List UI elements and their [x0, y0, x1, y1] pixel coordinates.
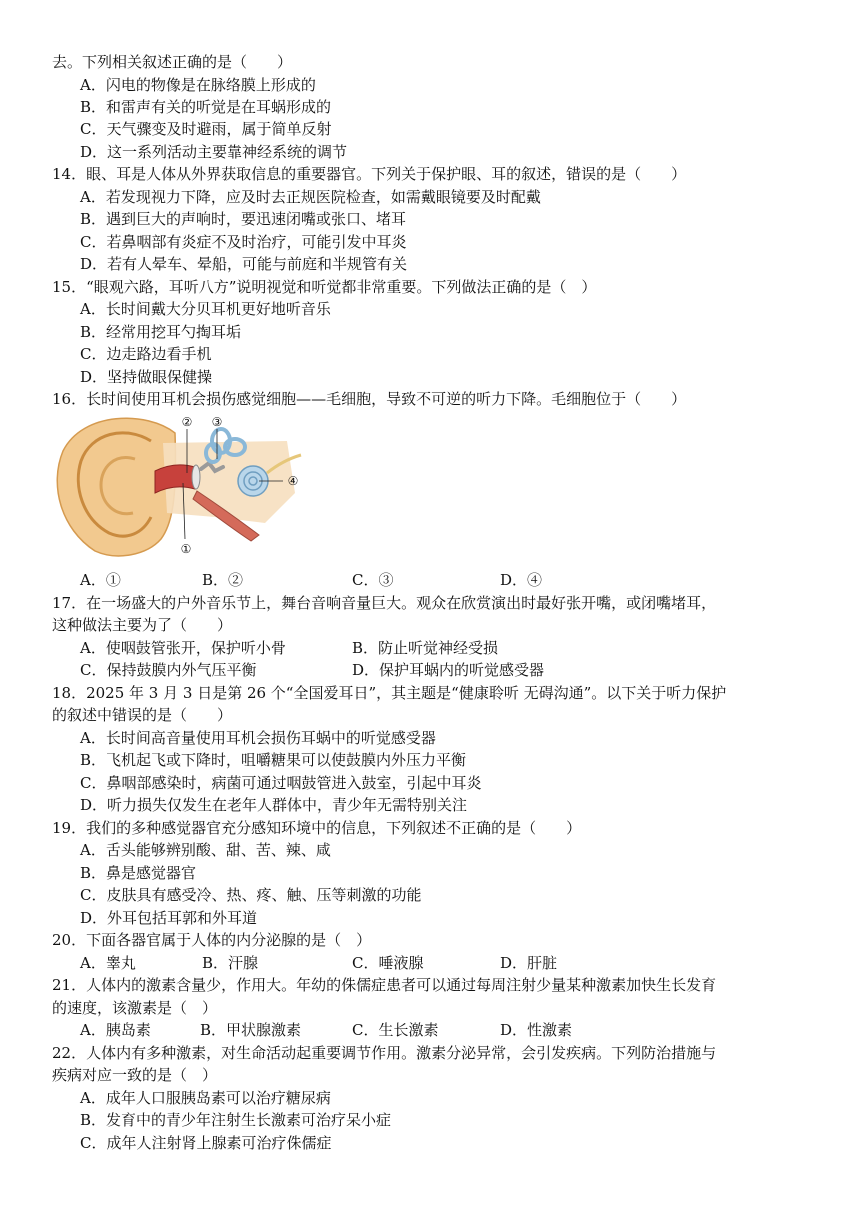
- q18-option-b: B．飞机起飞或下降时，咀嚼糖果可以使鼓膜内外压力平衡: [80, 751, 467, 769]
- q14-option-a: A．若发现视力下降，应及时去正规医院检查，如需戴眼镜要及时配戴: [80, 188, 541, 206]
- q21-option-c: C．生长激素: [352, 1021, 439, 1039]
- q17-option-d: D．保护耳蜗内的听觉感受器: [352, 661, 545, 679]
- q22-option-b: B．发育中的青少年注射生长激素可治疗呆小症: [80, 1111, 392, 1129]
- q16-option-a: A．①: [80, 571, 121, 589]
- q16-option-c: C．③: [352, 571, 394, 589]
- q17-options-row-1: [80, 637, 780, 659]
- q14-stem: 14．眼、耳是人体从外界获取信息的重要器官。下列关于保护眼、耳的叙述，错误的是（ ）: [52, 165, 687, 183]
- q18-stem-line-2: 的叙述中错误的是（ ）: [52, 706, 233, 724]
- q20-option-a: A．睾丸: [80, 954, 136, 972]
- q21-options: [80, 1019, 640, 1041]
- q13-option-d: D．这一系列活动主要靠神经系统的调节: [80, 143, 348, 161]
- q14-option-c: C．若鼻咽部有炎症不及时治疗，可能引发中耳炎: [80, 233, 407, 251]
- q22-option-a: A．成年人口服胰岛素可以治疗糖尿病: [80, 1089, 331, 1107]
- q15-option-a: A．长时间戴大分贝耳机更好地听音乐: [80, 300, 331, 318]
- q15-stem: 15．“眼观六路，耳听八方”说明视觉和听觉都非常重要。下列做法正确的是（ ）: [52, 278, 597, 296]
- q22-stem-line-1: 22．人体内有多种激素，对生命活动起重要调节作用。激素分泌异常，会引发疾病。下列防治措施与: [52, 1044, 717, 1062]
- q17-option-b: B．防止听觉神经受损: [352, 639, 499, 657]
- q17-option-a: A．使咽鼓管张开，保护听小骨: [80, 639, 286, 657]
- q15-option-d: D．坚持做眼保健操: [80, 368, 213, 386]
- q14-option-b: B．遇到巨大的声响时，要迅速闭嘴或张口、堵耳: [80, 210, 407, 228]
- q14-option-d: D．若有人晕车、晕船，可能与前庭和半规管有关: [80, 255, 408, 273]
- q20-option-d: D．肝脏: [500, 954, 558, 972]
- q21-option-b: B．甲状腺激素: [200, 1021, 302, 1039]
- q17-options-row-2: [80, 659, 780, 681]
- q16-option-b: B．②: [202, 571, 244, 589]
- q19-option-a: A．舌头能够辨别酸、甜、苦、辣、咸: [80, 841, 331, 859]
- q20-stem: 20．下面各器官属于人体的内分泌腺的是（ ）: [52, 931, 372, 949]
- q21-stem-line-1: 21．人体内的激素含量少，作用大。年幼的侏儒症患者可以通过每周注射少量某种激素加快生长发育: [52, 976, 717, 994]
- q13-option-c: C．天气骤变及时避雨，属于简单反射: [80, 120, 332, 138]
- q18-stem-line-1: 18．2025 年 3 月 3 日是第 26 个“全国爱耳日”，其主题是“健康聆听 无碍沟通”。以下关于听力保护: [52, 684, 727, 702]
- q19-option-b: B．鼻是感觉器官: [80, 864, 197, 882]
- q13-stem-tail: 去。下列相关叙述正确的是（ ）: [52, 53, 293, 71]
- q17-stem-line-1: 17．在一场盛大的户外音乐节上，舞台音响音量巨大。观众在欣赏演出时最好张开嘴，或闭嘴堵耳，: [52, 594, 717, 612]
- q19-option-d: D．外耳包括耳郭和外耳道: [80, 909, 258, 927]
- q16-option-d: D．④: [500, 571, 543, 589]
- q15-option-b: B．经常用挖耳勺掏耳垢: [80, 323, 242, 341]
- q16-options: [80, 569, 640, 591]
- figure-label-4: ④: [287, 474, 299, 488]
- q21-option-d: D．性激素: [500, 1021, 573, 1039]
- eardrum-shape: [192, 465, 200, 489]
- q19-option-c: C．皮肤具有感受冷、热、疼、触、压等刺激的功能: [80, 886, 422, 904]
- q21-option-a: A．胰岛素: [80, 1021, 151, 1039]
- q16-stem: 16．长时间使用耳机会损伤感觉细胞——毛细胞，导致不可逆的听力下降。毛细胞位于（ ）: [52, 390, 687, 408]
- q20-option-c: C．唾液腺: [352, 954, 424, 972]
- q17-stem-line-2: 这种做法主要为了（ ）: [52, 616, 233, 634]
- q20-options: [80, 952, 640, 974]
- ear-structure-figure: [55, 413, 315, 558]
- q20-option-b: B．汗腺: [202, 954, 259, 972]
- q13-option-b: B．和雷声有关的听觉是在耳蜗形成的: [80, 98, 332, 116]
- q21-stem-line-2: 的速度，该激素是（ ）: [52, 999, 218, 1017]
- figure-label-1: ①: [180, 542, 192, 556]
- q15-option-c: C．边走路边看手机: [80, 345, 212, 363]
- q22-option-c: C．成年人注射肾上腺素可治疗侏儒症: [80, 1134, 332, 1152]
- q22-stem-line-2: 疾病对应一致的是（ ）: [52, 1066, 218, 1084]
- q18-option-a: A．长时间高音量使用耳机会损伤耳蜗中的听觉感受器: [80, 729, 436, 747]
- q18-option-d: D．听力损失仅发生在老年人群体中，青少年无需特别关注: [80, 796, 468, 814]
- q13-option-a: A．闪电的物像是在脉络膜上形成的: [80, 76, 316, 94]
- q18-option-c: C．鼻咽部感染时，病菌可通过咽鼓管进入鼓室，引起中耳炎: [80, 774, 482, 792]
- q19-stem: 19．我们的多种感觉器官充分感知环境中的信息，下列叙述不正确的是（ ）: [52, 819, 582, 837]
- figure-label-3: ③: [211, 415, 223, 429]
- q17-option-c: C．保持鼓膜内外气压平衡: [80, 661, 257, 679]
- figure-label-2: ②: [181, 415, 193, 429]
